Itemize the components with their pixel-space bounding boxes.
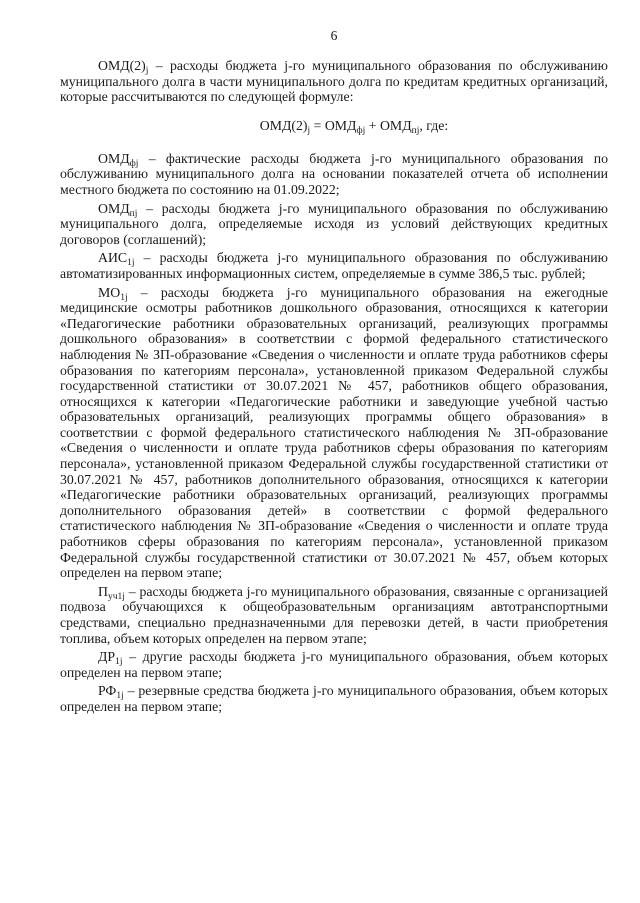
term-subscript: уч1j — [107, 591, 125, 602]
document-page — [60, 28, 608, 718]
formula-term2-sub: пj — [411, 125, 420, 136]
term-symbol: ОМД(2) — [98, 58, 146, 73]
formula-tail: , где: — [419, 117, 449, 133]
paragraph-rf — [60, 683, 608, 714]
term-subscript: 1j — [127, 258, 135, 269]
term-definition: – расходы бюджета j-го муниципального образования на ежегодные медицинские осмотры работников дошкольного образования, относящихся к категории «Педагогические работники образовательных организаций, реализующих программы дошкольного образования» в соответствии с формой федерального статистического наблюдения № ЗП-образование «Сведения о численности и оплате труда работников сферы образования по категориям персонала», установленной приказом Федеральной службы государственной статистики от 30.07.2021 № 457, работников общего образования, относящихся к категории «Педагогические работники и заведующие учебной частью образовательных организаций, реализующих программы общего образования» в соответствии с формой федерального статистического наблюдения № ЗП-образование «Сведения о численности и оплате труда работников сферы образования по категориям персонала», установленной приказом Федеральной службы государственной статистики от 30.07.2021 № 457, работников дополнительного образования, относящихся к категории «Педагогические работники образовательных организаций, реализующих программы дополнительного образования детей» в соответствии с формой федерального статистического наблюдения № ЗП-образование «Сведения о численности и оплате труда работников сферы образования по категориям персонала», установленной приказом Федеральной службы государственной статистики от 30.07.2021 № 457, объем которых определен на первом этапе; — [60, 284, 608, 581]
term-subscript: 1j — [115, 657, 123, 668]
term-symbol: МО — [98, 284, 121, 300]
formula-term1-sub: фj — [356, 125, 366, 136]
formula-plus: + — [365, 117, 380, 133]
term-definition: – фактические расходы бюджета j-го муниципального образования по обслуживанию муниципального долга на основании показателей отчета об исполнении местного бюджета по состоянию на 01.09.2022; — [60, 150, 608, 197]
term-symbol: АИС — [98, 250, 128, 266]
paragraph-omd2 — [60, 58, 608, 105]
term-definition: – резервные средства бюджета j-го муниципального образования, объем которых определен на первом этапе; — [60, 683, 608, 714]
formula-lhs-sub: j — [307, 125, 311, 136]
term-definition: – расходы бюджета j-го муниципального образования по обслуживанию муниципального долга в части муниципального долга по кредитам кредитных организаций, которые рассчитываются по следующей формуле: — [60, 58, 608, 105]
term-subscript: 1j — [120, 292, 128, 303]
term-symbol: ОМД — [98, 150, 130, 166]
formula-term1: ОМД — [324, 117, 357, 133]
paragraph-puch — [60, 584, 608, 646]
formula — [60, 118, 608, 134]
term-definition: – расходы бюджета j-го муниципального образования по обслуживанию автоматизированных информационных систем, определяемые в сумме 386,5 тыс. рублей; — [60, 250, 608, 281]
term-definition: – расходы бюджета j-го муниципального образования, связанные с организацией подвоза обучающихся к общеобразовательным организациям автотранспортными средствами, специально предназначенными для перевозки детей, в части приобретения топлива, объем которых определен на первом этапе; — [60, 583, 608, 646]
formula-lhs: ОМД(2) — [259, 117, 308, 133]
paragraph-omd-fact — [60, 151, 608, 198]
paragraph-dr — [60, 649, 608, 680]
paragraph-omd-plan — [60, 201, 608, 248]
term-definition: – расходы бюджета j-го муниципального образования по обслуживанию муниципального долга, определяемые исходя из условий действующих кредитных договоров (соглашений); — [60, 200, 608, 247]
term-symbol: ОМД — [98, 200, 130, 216]
term-symbol: П — [98, 583, 108, 599]
term-subscript: пj — [129, 208, 138, 219]
term-subscript: фj — [129, 158, 139, 169]
term-subscript: 1j — [116, 691, 124, 702]
paragraph-ais — [60, 250, 608, 281]
formula-term2: ОМД — [379, 117, 412, 133]
term-symbol: ДР — [98, 649, 116, 665]
page-number: 6 — [330, 28, 338, 43]
term-symbol: РФ — [98, 683, 117, 699]
formula-equals: = — [310, 117, 325, 133]
term-definition: – другие расходы бюджета j-го муниципального образования, объем которых определен на первом этапе; — [60, 649, 608, 680]
paragraph-mo — [60, 285, 608, 581]
term-subscript: j — [145, 66, 149, 76]
